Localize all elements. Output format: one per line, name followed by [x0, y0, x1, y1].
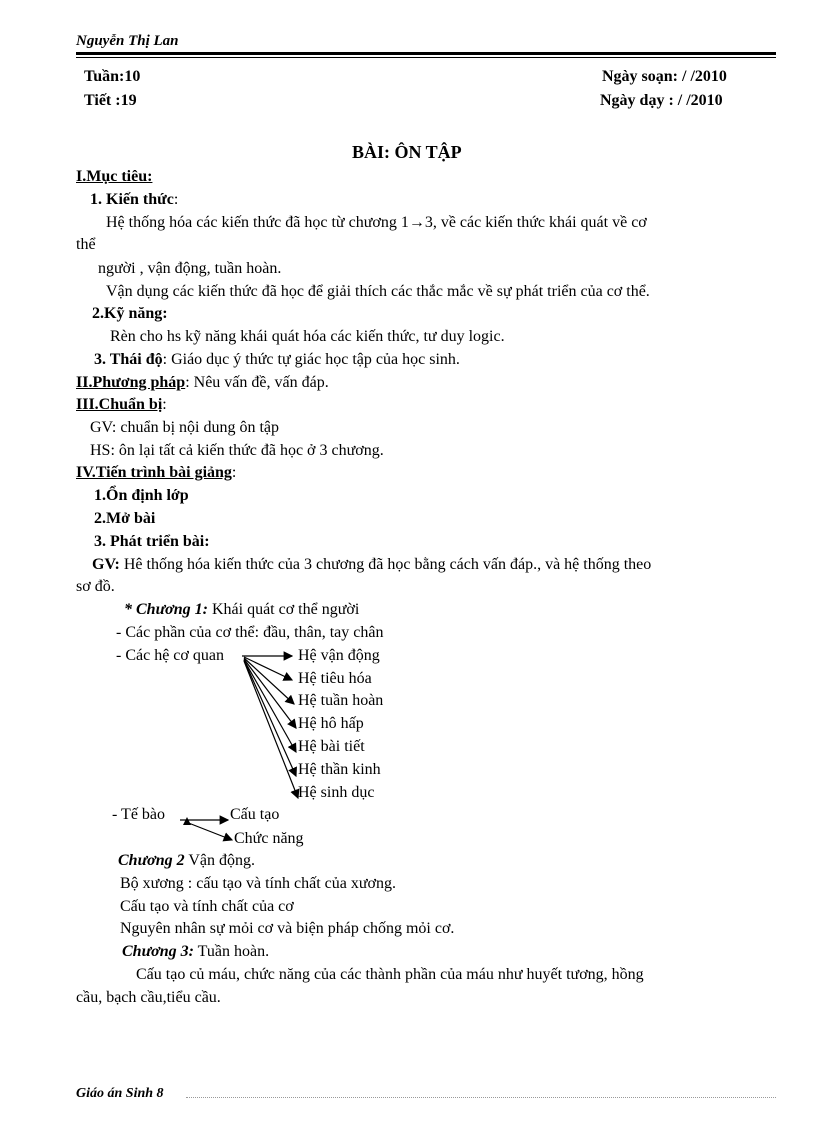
chapter3-label: Chương 3: — [122, 943, 194, 960]
section-objectives-heading: I.Mục tiêu: — [76, 168, 153, 185]
knowledge-line-1b: thể — [76, 236, 96, 253]
footer-title: Giáo án Sinh 8 — [76, 1086, 164, 1101]
body-parts-line: - Các phần của cơ thể: đầu, thân, tay chân — [116, 624, 384, 641]
arrow-head-small — [183, 817, 191, 825]
attitude-label: 3. Thái độ — [94, 351, 163, 368]
step-stabilize: 1.Ổn định lớp — [94, 487, 189, 504]
chapter2-line-2: Cấu tạo và tính chất của cơ — [120, 898, 294, 915]
preparation-hs: HS: ôn lại tất cả kiến thức đã học ở 3 chương. — [90, 442, 384, 459]
system-item: Hệ tuần hoàn — [298, 692, 384, 709]
arrow-line — [244, 660, 296, 752]
knowledge-line-2: người , vận động, tuần hoàn. — [98, 260, 282, 277]
cell-item: Cấu tạo — [230, 806, 280, 823]
chapter2-line-3: Nguyên nhân sự mỏi cơ và biện pháp chống mỏi cơ. — [120, 920, 455, 937]
process-heading: IV.Tiến trình bài giảng — [76, 464, 232, 481]
chapter3-line — [122, 943, 269, 961]
gv-line — [92, 556, 651, 574]
chapter2-line-1: Bộ xương : cấu tạo và tính chất của xương. — [120, 875, 396, 892]
preparation-heading: III.Chuẩn bị — [76, 396, 163, 413]
system-item: Hệ vận động — [298, 647, 380, 664]
method-text: : Nêu vấn đề, vấn đáp. — [185, 374, 329, 391]
knowledge-line-1: Hệ thống hóa các kiến thức đã học từ chương 1→3, về các kiến thức khái quát về cơ — [106, 214, 647, 231]
knowledge-heading — [90, 191, 178, 209]
chapter1-line — [124, 601, 359, 619]
arrow-line — [186, 822, 232, 840]
process-colon: : — [231, 464, 237, 481]
gv-line-2: sơ đồ. — [76, 578, 115, 595]
method-line — [76, 374, 329, 392]
system-item: Hệ bài tiết — [298, 738, 365, 755]
preparation-heading-line — [76, 396, 167, 414]
gv-text: Hê thống hóa kiến thức của 3 chương đã học bằng cách vấn đáp., và hệ thống theo — [119, 556, 652, 573]
page-title: BÀI: ÔN TẬP — [352, 142, 462, 162]
gv-label: GV: — [92, 556, 120, 573]
knowledge-line-3: Vận dụng các kiến thức đã học để giải thích các thắc mắc về sự phát triển của cơ thể. — [106, 283, 650, 300]
process-heading-line — [76, 464, 236, 482]
system-item: Hệ hô hấp — [298, 715, 364, 732]
skills-line: Rèn cho hs kỹ năng khái quát hóa các kiến thức, tư duy logic. — [110, 328, 505, 345]
chapter3-line-1: Cấu tạo củ máu, chức năng của các thành phần của máu như huyết tương, hồng — [136, 966, 644, 983]
step-development: 3. Phát triển bài: — [94, 533, 210, 550]
arrow-line — [244, 659, 296, 728]
week-label: Tuần:10 — [84, 68, 141, 85]
knowledge-colon: : — [173, 191, 179, 208]
system-item: Hệ sinh dục — [298, 784, 375, 801]
teach-date: Ngày dạy : / /2010 — [600, 92, 723, 109]
attitude-line — [94, 351, 460, 369]
header-rule-thin — [76, 57, 776, 58]
prep-date: Ngày soạn: / /2010 — [602, 68, 727, 85]
chapter3-line-2: cầu, bạch cầu,tiểu cầu. — [76, 989, 221, 1006]
chapter1-text: Khái quát cơ thể người — [207, 601, 360, 618]
arrow-line — [244, 660, 296, 776]
cell-label: - Tế bào — [112, 806, 166, 823]
chapter3-text: Tuần hoàn. — [193, 943, 270, 960]
organ-systems-label: - Các hệ cơ quan — [116, 647, 224, 664]
knowledge-label: 1. Kiến thức — [90, 191, 174, 208]
preparation-colon: : — [162, 396, 167, 413]
preparation-gv: GV: chuẩn bị nội dung ôn tập — [90, 419, 280, 436]
method-heading: II.Phương pháp — [76, 374, 186, 391]
attitude-text: : Giáo dục ý thức tự giác học tập của học sinh. — [162, 351, 460, 368]
author-name: Nguyễn Thị Lan — [76, 33, 179, 49]
chapter2-text: Vận động. — [184, 852, 256, 869]
arrow-line — [244, 661, 298, 798]
system-item: Hệ thần kinh — [298, 761, 381, 778]
step-opening: 2.Mở bài — [94, 510, 156, 527]
chapter2-label: Chương 2 — [118, 852, 185, 869]
arrow-line — [244, 657, 292, 680]
system-item: Hệ tiêu hóa — [298, 670, 372, 687]
header-rule-thick — [76, 52, 776, 55]
period-label: Tiết :19 — [84, 92, 137, 109]
arrow-line — [244, 658, 294, 704]
cell-item: Chức năng — [234, 830, 304, 847]
skills-heading: 2.Kỹ năng: — [92, 305, 168, 322]
chapter2-line — [118, 852, 255, 870]
footer-rule — [186, 1097, 776, 1098]
chapter1-label: * Chương 1: — [124, 601, 208, 618]
